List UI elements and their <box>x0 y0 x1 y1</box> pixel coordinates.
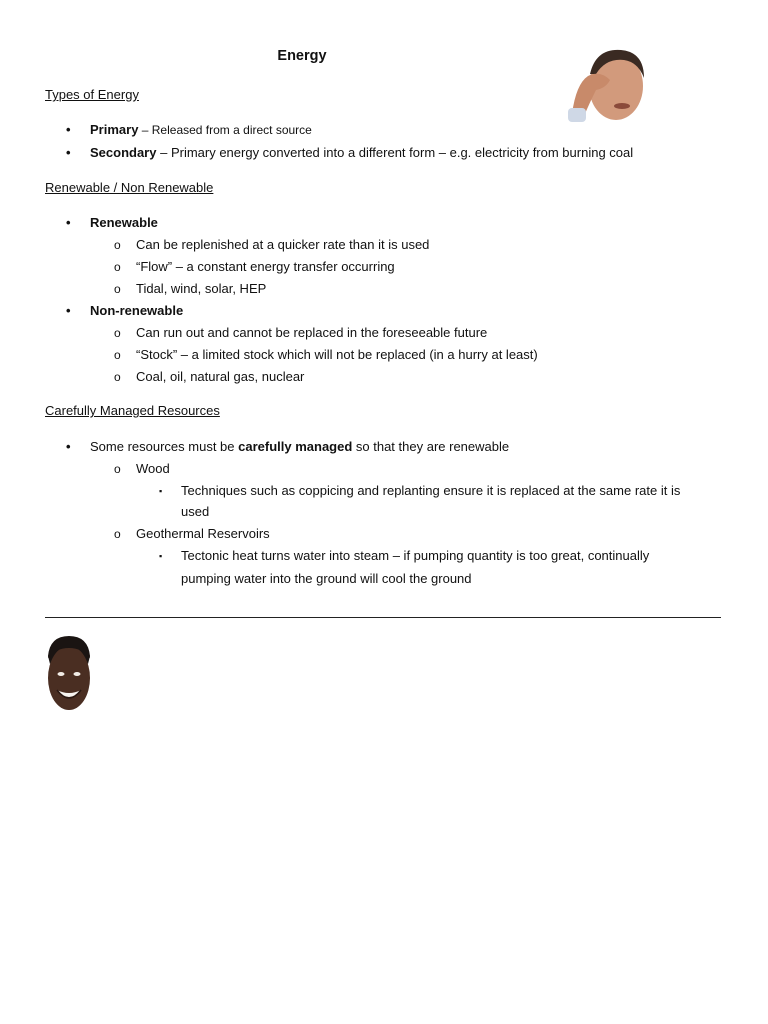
geo-detail-line-2: pumping water into the ground will cool the ground <box>181 571 472 586</box>
sub-list-item-wood: Wood <box>136 461 170 476</box>
term-secondary: Secondary <box>90 145 157 160</box>
sub-list-item: Can be replenished at a quicker rate than it is used <box>136 237 430 252</box>
sub-list-item: Tidal, wind, solar, HEP <box>136 281 267 296</box>
section-heading-managed: Carefully Managed Resources <box>45 403 220 418</box>
desc-primary: – Released from a direct source <box>138 123 312 137</box>
bullet-marker: • <box>66 145 71 160</box>
wood-detail-line-2: used <box>181 504 210 519</box>
sub-bullet-marker: o <box>114 326 121 340</box>
bullet-marker: • <box>66 122 71 137</box>
term-primary: Primary <box>90 122 139 137</box>
list-item-nonrenewable <box>90 302 183 320</box>
sub-bullet-marker: o <box>114 282 121 296</box>
sub-bullet-marker: o <box>114 527 121 541</box>
section-heading-types: Types of Energy <box>45 87 139 102</box>
horizontal-divider <box>45 617 721 618</box>
sub-list-item: “Stock” – a limited stock which will not be replaced (in a hurry at least) <box>136 347 538 362</box>
page-title: Energy <box>277 48 327 64</box>
sub-bullet-marker: o <box>114 238 121 252</box>
bullet-marker: • <box>66 303 71 318</box>
desc-secondary: – Primary energy converted into a different form – e.g. electricity from burning coal <box>156 145 634 160</box>
sub-list-item: “Flow” – a constant energy transfer occurring <box>136 259 395 274</box>
sub-list-item: Coal, oil, natural gas, nuclear <box>136 369 305 384</box>
smiling-man-image <box>44 634 94 716</box>
intro-post: so that they are renewable <box>352 439 510 454</box>
bullet-marker: • <box>66 439 71 454</box>
bullet-marker: • <box>66 215 71 230</box>
sub-bullet-marker: o <box>114 260 121 274</box>
list-item-managed-intro <box>90 438 509 456</box>
sub-bullet-marker: o <box>114 462 121 476</box>
intro-bold: carefully managed <box>238 439 353 454</box>
intro-pre: Some resources must be <box>90 439 239 454</box>
sub-bullet-marker: o <box>114 370 121 384</box>
list-item-renewable <box>90 214 158 232</box>
term-renewable: Renewable <box>90 215 158 230</box>
geo-detail-line-1: Tectonic heat turns water into steam – if pumping quantity is too great, continually <box>181 548 650 563</box>
sub-list-item-geothermal: Geothermal Reservoirs <box>136 526 270 541</box>
term-nonrenewable: Non-renewable <box>90 303 184 318</box>
thinking-man-image <box>566 44 648 126</box>
list-item-primary <box>90 121 312 139</box>
list-item-secondary <box>90 144 633 162</box>
sub-sub-bullet-marker: ▪ <box>159 486 163 496</box>
sub-bullet-marker: o <box>114 348 121 362</box>
wood-detail-line-1: Techniques such as coppicing and replanting ensure it is replaced at the same rate it is <box>181 483 681 498</box>
sub-list-item: Can run out and cannot be replaced in the foreseeable future <box>136 325 488 340</box>
section-heading-renewable: Renewable / Non Renewable <box>45 180 214 195</box>
sub-sub-bullet-marker: ▪ <box>159 551 163 561</box>
